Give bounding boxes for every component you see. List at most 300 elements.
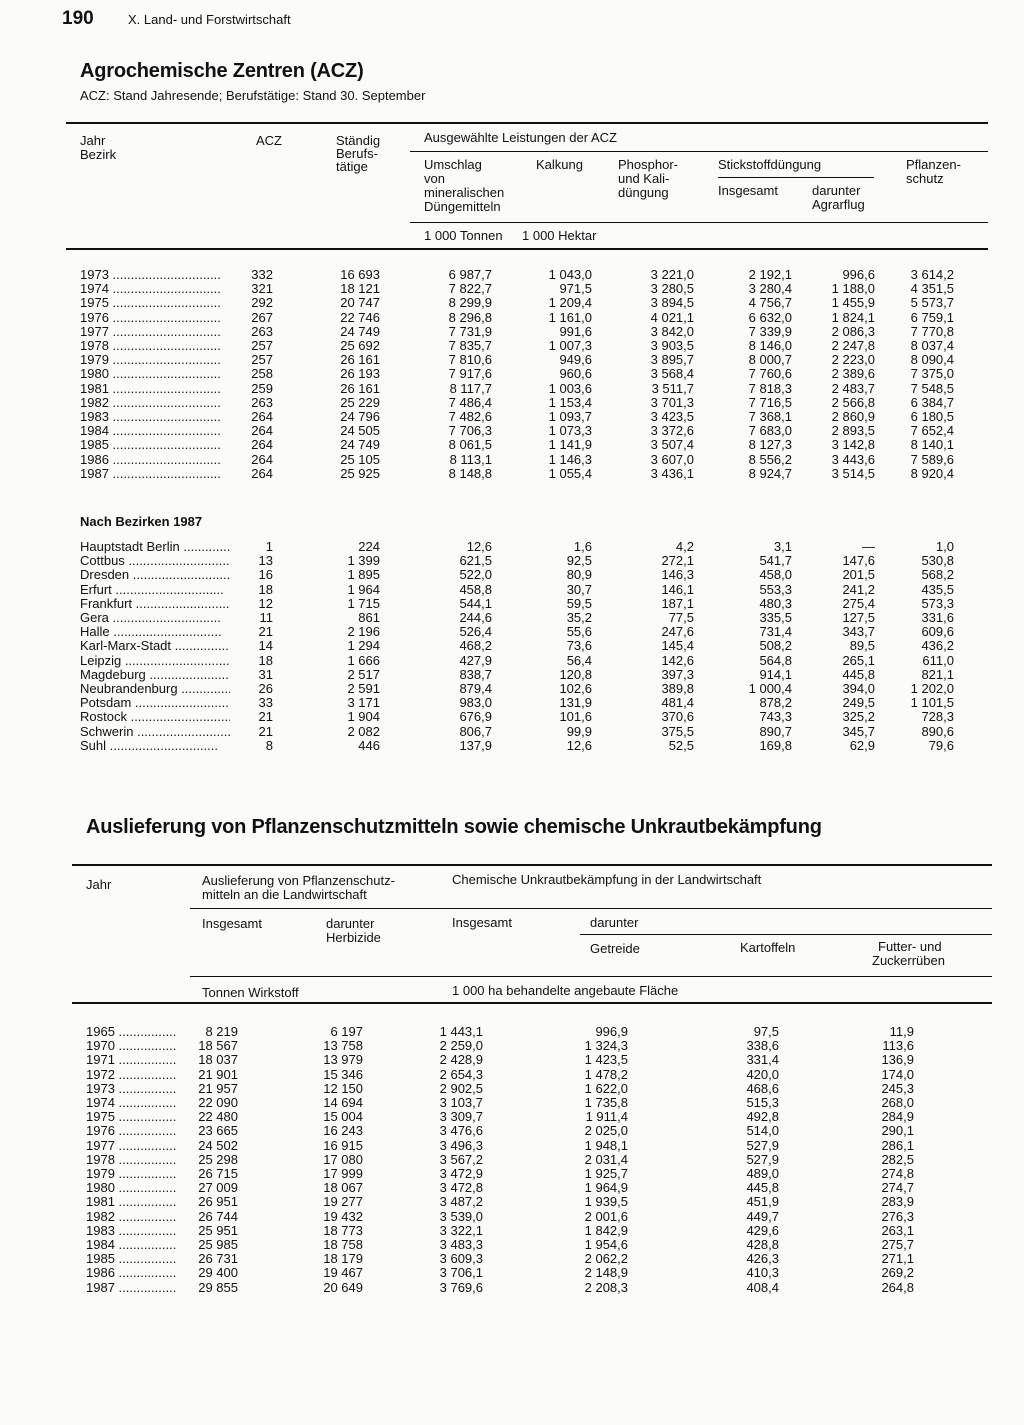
acz-bezirk-row [80,682,954,696]
table-cell: 3 903,5 [650,339,694,354]
table-cell: 5 573,7 [910,296,954,311]
table-cell: 24 502 [198,1138,238,1153]
acz-year-row [80,438,954,452]
table-cell: 11 [259,611,273,626]
table-cell: 2 483,7 [831,381,875,396]
table-cell: 527,9 [746,1138,779,1153]
table-cell: 26 [258,682,273,697]
table-cell: 16 243 [323,1124,363,1139]
table-cell: 264 [251,466,273,481]
table-cell: 16 [258,568,273,583]
table-cell: 743,3 [759,710,792,725]
acz-bezirk-row [80,710,954,724]
table-cell: 1 [265,540,273,554]
table-cell: 468,2 [459,639,492,654]
table-cell: 22 090 [198,1096,238,1111]
table-cell: 2 259,0 [439,1039,483,1054]
acz-bezirk-row [80,597,954,611]
table-cell: 137,9 [459,738,492,753]
table-cell: 1 188,0 [831,282,875,297]
table-cell: 73,6 [566,639,592,654]
table-cell: 983,0 [459,696,492,711]
psm-year-row [86,1181,914,1195]
psm-col-chemisch: Chemische Unkrautbekämpfung in der Landwirtschaft [452,872,762,887]
row-label: 1979 ..... [80,353,230,367]
table-cell: 286,1 [881,1138,914,1153]
row-label: Halle ..... [80,625,230,639]
table-cell: 7 482,6 [448,410,492,425]
row-label: Hauptstadt Berlin ..... [80,540,230,554]
acz-bezirk-row [80,739,954,753]
table-cell: 29 400 [198,1266,238,1281]
table-cell: 8 140,1 [910,438,954,453]
psm-title: Auslieferung von Pflanzenschutzmitteln sowie chemische Unkrautbekämpfung [86,816,822,838]
table-cell: 21 901 [198,1067,238,1082]
table-cell: 146,3 [661,568,694,583]
row-label: Neubrandenburg ..... [80,682,230,696]
row-label: Magdeburg ..... [80,668,230,682]
psm-table [86,1025,914,1295]
table-cell: 3 423,5 [650,410,694,425]
table-cell: 2 893,5 [831,424,875,439]
table-cell: 16 915 [323,1138,363,1153]
psm-year-row [86,1153,914,1167]
table-cell: 1 399 [347,554,380,569]
row-label: 1965 ..... [86,1025,176,1039]
table-cell: 878,2 [759,696,792,711]
table-cell: 16 693 [340,268,380,282]
table-cell: 19 277 [323,1195,363,1210]
table-cell: 7 706,3 [448,424,492,439]
table-cell: 247,6 [661,625,694,640]
table-cell: 7 917,6 [448,367,492,382]
table-cell: 59,5 [566,596,592,611]
psm-year-row [86,1053,914,1067]
table-cell: 26 744 [198,1209,238,1224]
acz-bezirke-table [80,540,954,753]
table-cell: 3 568,4 [650,367,694,382]
row-label: 1987 ..... [80,467,230,481]
table-cell: 30,7 [566,582,592,597]
table-cell: 553,3 [759,582,792,597]
psm-unit-rule-top [190,976,992,977]
bezirke-title: Nach Bezirken 1987 [80,514,203,529]
table-cell: 8 127,3 [748,438,792,453]
table-cell: 18 037 [198,1053,238,1068]
table-cell: 991,6 [559,324,592,339]
table-cell: 1 964,9 [584,1181,628,1196]
row-label: 1985 ..... [80,438,230,452]
stickstoff-rule [718,177,874,178]
col-n-agrarflug: Agrarflug [812,197,865,212]
table-cell: 269,2 [881,1266,914,1281]
psm-year-row [86,1252,914,1266]
table-cell: 4 351,5 [910,282,954,297]
table-cell: 3 894,5 [650,296,694,311]
psm-year-row [86,1167,914,1181]
table-cell: 1 842,9 [584,1223,628,1238]
table-cell: 21 [258,724,273,739]
table-cell: 1 455,9 [831,296,875,311]
table-cell: 821,1 [921,667,954,682]
table-cell: 131,9 [559,696,592,711]
psm-year-row [86,1281,914,1295]
row-label: 1986 ..... [86,1266,176,1280]
table-cell: 4 021,1 [650,310,694,325]
psm-col-zuckerrueben: Zuckerrüben [872,953,945,968]
table-cell: 1 146,3 [548,452,592,467]
table-cell: 142,6 [661,653,694,668]
col-von: von [424,171,445,186]
acz-year-row [80,424,954,438]
table-cell: 428,8 [746,1238,779,1253]
row-label: 1981 ..... [80,382,230,396]
col-acz: ACZ [256,133,282,148]
table-cell: 2 025,0 [584,1124,628,1139]
row-label: 1982 ..... [86,1210,176,1224]
psm-col-auslieferung2: mitteln an die Landwirtschaft [202,887,367,902]
table-cell: 1 904 [347,710,380,725]
table-cell: 201,5 [842,568,875,583]
table-cell: 272,1 [661,554,694,569]
table-cell: 3 511,7 [651,381,694,396]
row-label: 1972 ..... [86,1068,176,1082]
table-cell: 1 324,3 [584,1039,628,1054]
acz-year-row [80,353,954,367]
row-label: Suhl ..... [80,739,230,753]
table-cell: 7 375,0 [910,367,954,382]
table-cell: 1 161,0 [548,310,592,325]
table-cell: 3 706,1 [439,1266,483,1281]
table-cell: 728,3 [921,710,954,725]
col-kalkung: Kalkung [536,157,583,172]
row-label: Dresden ..... [80,568,230,582]
table-cell: 3 280,4 [748,282,792,297]
table-cell: 136,9 [881,1053,914,1068]
psm-header-bottom-rule [72,1002,992,1004]
table-cell: 458,8 [459,582,492,597]
table-cell: 332 [251,268,273,282]
table-cell: 3 436,1 [650,466,694,481]
table-cell: 264 [251,410,273,425]
table-cell: 2 517 [347,667,380,682]
table-cell: 375,5 [661,724,694,739]
table-cell: 244,6 [459,611,492,626]
row-label: 1980 ..... [86,1181,176,1195]
table-cell: 8 920,4 [910,466,954,481]
table-cell: 62,9 [849,738,875,753]
table-cell: 806,7 [459,724,492,739]
acz-year-row [80,296,954,310]
table-cell: 259 [251,381,273,396]
table-cell: 282,5 [881,1152,914,1167]
table-cell: 7 486,4 [448,395,492,410]
table-cell: 8 219 [205,1025,238,1039]
table-cell: 12,6 [566,738,592,753]
table-cell: 8 061,5 [448,438,492,453]
table-cell: 331,4 [746,1053,779,1068]
table-cell: 861 [358,611,380,626]
acz-bezirk-row [80,554,954,568]
table-cell: 264,8 [881,1280,914,1295]
psm-col-jahr: Jahr [86,877,112,892]
table-cell: 6 632,0 [748,310,792,325]
table-cell: 24 505 [340,424,380,439]
table-cell: 264 [251,452,273,467]
table-cell: 1,6 [573,540,592,554]
table-cell: 8 [265,738,273,753]
table-cell: 18 121 [340,282,380,297]
table-cell: 18 [258,653,273,668]
acz-group-rule [410,151,988,152]
table-cell: 2 223,0 [831,353,875,368]
col-ausgewaehlt: Ausgewählte Leistungen der ACZ [424,130,617,145]
col-duengung: düngung [618,185,669,200]
table-cell: 257 [251,339,273,354]
table-cell: 7 589,6 [910,452,954,467]
table-cell: 2 428,9 [439,1053,483,1068]
table-cell: 429,6 [746,1223,779,1238]
table-cell: 8 296,8 [448,310,492,325]
table-cell: 458,0 [759,568,792,583]
acz-year-row [80,339,954,353]
table-cell: 2 654,3 [439,1067,483,1082]
table-cell: 264 [251,438,273,453]
table-cell: 1,0 [935,540,954,554]
table-cell: 2 208,3 [584,1280,628,1295]
psm-year-row [86,1068,914,1082]
table-cell: 611,0 [922,653,954,668]
table-cell: 22 480 [198,1110,238,1125]
table-cell: 1 911,4 [585,1110,628,1125]
table-cell: 7 760,6 [748,367,792,382]
psm-col-getreide: Getreide [590,941,640,956]
row-label: 1981 ..... [86,1195,176,1209]
table-cell: 6 197 [330,1025,363,1039]
acz-bezirk-row [80,611,954,625]
row-label: Rostock ..... [80,710,230,724]
table-cell: 1 141,9 [548,438,592,453]
table-cell: 3 614,2 [910,268,954,282]
row-label: 1984 ..... [86,1238,176,1252]
table-cell: 530,8 [921,554,954,569]
table-cell: 445,8 [842,667,875,682]
table-cell: 24 796 [340,410,380,425]
col-berufs: Berufs- [336,146,378,161]
psm-top-rule [72,864,992,866]
table-cell: 731,4 [759,625,792,640]
table-cell: 492,8 [746,1110,779,1125]
table-cell: 996,9 [595,1025,628,1039]
row-label: Frankfurt ..... [80,597,230,611]
table-cell: 249,5 [842,696,875,711]
table-cell: 265,1 [842,653,875,668]
table-cell: 890,6 [921,724,954,739]
table-cell: 263 [251,324,273,339]
table-cell: 18 [258,582,273,597]
table-cell: 3 280,5 [650,282,694,297]
table-cell: 35,2 [566,611,592,626]
table-cell: 2 082 [347,724,380,739]
table-cell: 3 496,3 [439,1138,483,1153]
table-cell: 13 [258,554,273,569]
table-cell: 56,4 [566,653,592,668]
table-cell: 1 824,1 [831,310,875,325]
row-label: Gera ..... [80,611,230,625]
acz-bezirk-row [80,540,954,554]
table-cell: 2 031,4 [584,1152,628,1167]
row-label: 1974 ..... [80,282,230,296]
table-cell: 609,6 [921,625,954,640]
acz-year-row [80,467,954,481]
table-cell: 3 567,2 [439,1152,483,1167]
psm-col-kartoffeln: Kartoffeln [740,940,796,955]
table-cell: 25 925 [340,466,380,481]
table-cell: 514,0 [746,1124,779,1139]
table-cell: 451,9 [746,1195,779,1210]
table-cell: 7 683,0 [748,424,792,439]
table-cell: 264 [251,424,273,439]
table-cell: 21 [258,625,273,640]
table-cell: 1 443,1 [439,1025,483,1039]
table-cell: 3 609,3 [439,1252,483,1267]
table-cell: 26 161 [340,353,380,368]
table-cell: 515,3 [746,1096,779,1111]
table-cell: 8 299,9 [448,296,492,311]
col-undkali: und Kali- [618,171,670,186]
acz-bezirk-row [80,696,954,710]
row-label: 1977 ..... [86,1139,176,1153]
col-mineralischen: mineralischen [424,185,505,200]
table-cell: 3 476,6 [439,1124,483,1139]
table-cell: 394,0 [842,682,875,697]
table-cell: 97,5 [753,1025,779,1039]
table-cell: 2 566,8 [831,395,875,410]
col-staendig: Ständig [336,133,381,148]
table-cell: 25 229 [340,395,380,410]
table-cell: 26 193 [340,367,380,382]
row-label: 1975 ..... [86,1110,176,1124]
row-label: 1975 ..... [80,296,230,310]
table-cell: 408,4 [746,1280,779,1295]
psm-year-row [86,1224,914,1238]
acz-years-table [80,268,954,481]
row-label: 1980 ..... [80,367,230,381]
table-cell: 6 987,7 [448,268,492,282]
table-cell: 838,7 [459,667,492,682]
table-cell: 8 117,7 [449,381,492,396]
table-cell: 2 902,5 [439,1081,483,1096]
table-cell: 481,4 [661,696,694,711]
row-label: 1983 ..... [86,1224,176,1238]
acz-bezirk-row [80,583,954,597]
acz-bezirk-row [80,568,954,582]
psm-year-row [86,1124,914,1138]
table-cell: 24 749 [340,324,380,339]
table-cell: 573,3 [921,596,954,611]
table-cell: 120,8 [559,667,592,682]
acz-unit-rule [410,222,988,223]
table-cell: 14 [258,639,273,654]
table-cell: 397,3 [661,667,694,682]
table-cell: 449,7 [746,1209,779,1224]
table-cell: 7 652,4 [910,424,954,439]
table-cell: 4,2 [675,540,694,554]
table-cell: 435,5 [921,582,954,597]
row-label: 1986 ..... [80,453,230,467]
psm-year-row [86,1082,914,1096]
table-cell: 1 954,6 [584,1238,628,1253]
table-cell: 7 716,5 [748,395,792,410]
table-cell: 15 004 [323,1110,363,1125]
col-schutz: schutz [906,171,944,186]
row-label: Leipzig ..... [80,654,230,668]
table-cell: 949,6 [559,353,592,368]
table-cell: 3 103,7 [439,1096,483,1111]
table-cell: 522,0 [459,568,492,583]
table-cell: 26 161 [340,381,380,396]
table-cell: 527,9 [746,1152,779,1167]
col-bezirk: Bezirk [80,147,117,162]
table-cell: 3 309,7 [439,1110,483,1125]
table-cell: 8 090,4 [910,353,954,368]
table-cell: 3 221,0 [650,268,694,282]
acz-year-row [80,396,954,410]
table-cell: 3 539,0 [439,1209,483,1224]
table-cell: 879,4 [459,682,492,697]
table-cell: 13 979 [323,1053,363,1068]
table-cell: 335,5 [759,611,792,626]
table-cell: 80,9 [566,568,592,583]
page-number: 190 [62,8,94,29]
table-cell: 284,9 [881,1110,914,1125]
table-cell: 257 [251,353,273,368]
table-cell: 544,1 [459,596,492,611]
table-cell: 3 507,4 [650,438,694,453]
table-cell: 26 715 [198,1167,238,1182]
acz-top-rule [66,122,988,124]
table-cell: 3 171 [347,696,380,711]
table-cell: 410,3 [746,1266,779,1281]
psm-col-herbizide: Herbizide [326,930,381,945]
table-cell: 446 [358,738,380,753]
table-cell: 343,7 [842,625,875,640]
psm-col-darunter: darunter [326,916,375,931]
table-cell: 8 148,8 [448,466,492,481]
table-cell: 268,0 [881,1096,914,1111]
table-cell: 1 073,3 [548,424,592,439]
table-cell: 20 747 [340,296,380,311]
table-cell: 3 895,7 [650,353,694,368]
table-cell: 29 855 [198,1280,238,1295]
table-cell: 1 043,0 [548,268,592,282]
row-label: 1971 ..... [86,1053,176,1067]
table-cell: 127,5 [842,611,875,626]
table-cell: 7 548,5 [910,381,954,396]
table-cell: 274,8 [881,1167,914,1182]
table-cell: 2 001,6 [584,1209,628,1224]
table-cell: 17 080 [323,1152,363,1167]
acz-bezirk-row [80,654,954,668]
psm-year-row [86,1195,914,1209]
table-cell: 169,8 [759,738,792,753]
table-cell: 6 180,5 [910,410,954,425]
acz-bezirk-row [80,639,954,653]
table-cell: 7 731,9 [448,324,492,339]
table-cell: 3 607,0 [650,452,694,467]
table-cell: 3 372,6 [650,424,694,439]
table-cell: 3 322,1 [439,1223,483,1238]
